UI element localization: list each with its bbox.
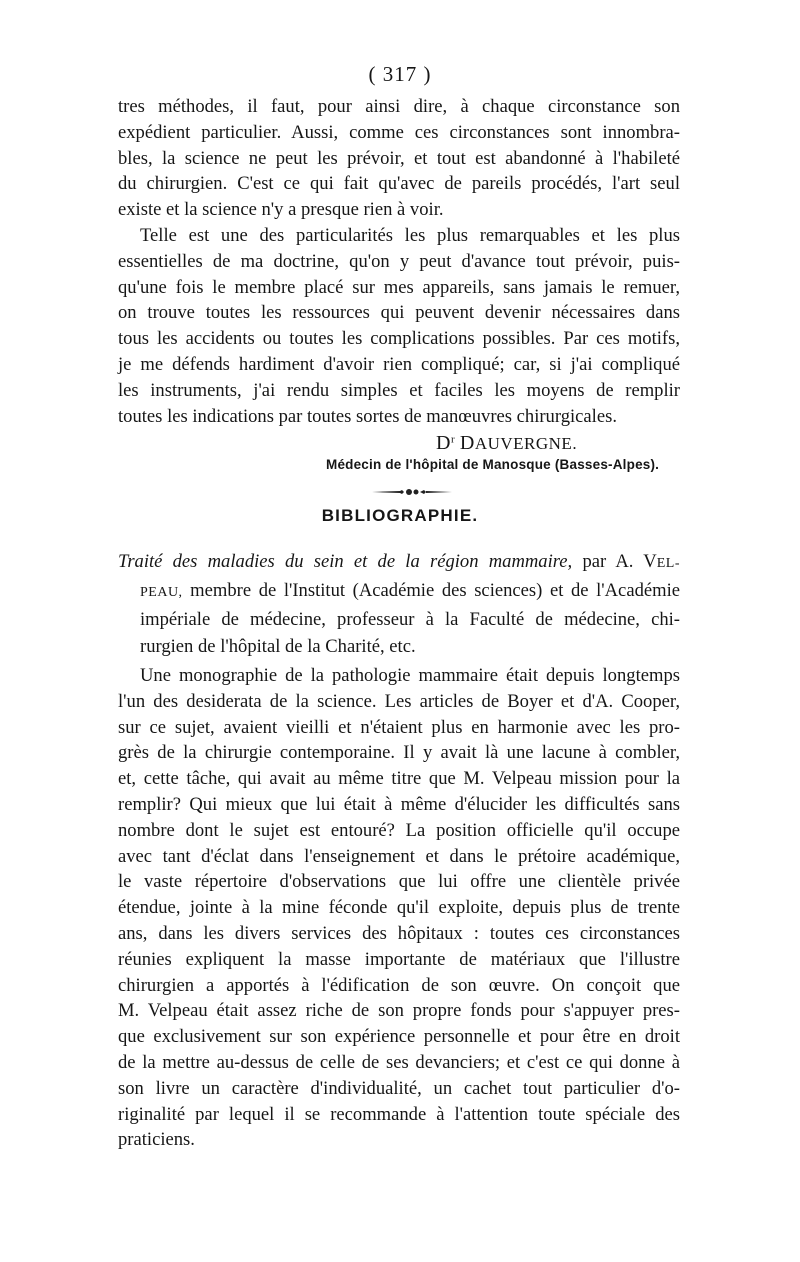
text-line: bles, la science ne peut les prévoir, et tout est abandonné à l'habileté [118,147,680,169]
text-line: Une monographie de la pathologie mammaire était depuis longtemps [140,665,680,686]
text-line: que exclusivement sur son expérience personnelle et pour être en droit [118,1026,680,1048]
book-author: par A. V [582,551,657,572]
text-line: avec tant d'éclat dans l'enseignement et dans le prétoire académique, [118,845,680,867]
paragraph-conclusion [118,94,680,223]
ornament-divider [372,487,452,497]
text-line: Telle est une des particularités les plus remarquables et les plus [140,225,680,246]
text-line: son livre un caractère d'individualité, un cachet tout particulier d'o- [118,1077,680,1099]
text-line: on trouve toutes les ressources qui peuvent devenir nécessaires dans [118,302,680,324]
text-line [118,548,680,577]
text-line: chirurgien a apportés à l'édification de son œuvre. On conçoit que [118,974,680,996]
text-line: le vaste répertoire d'observations que lui offre une clientèle privée [118,871,680,893]
text-line [118,577,680,606]
book-author-sc: EL- [656,556,680,571]
signature-initial: D [459,432,475,454]
text-line: ans, dans les divers services des hôpitaux : toutes ces circonstances [118,922,680,944]
text-line: étendue, jointe à la mine féconde qu'il exploite, depuis plus de trente [118,897,680,919]
text-line: impériale de médecine, professeur à la Faculté de médecine, chi- [140,609,680,630]
text-line: je me défends hardiment d'avoir rien compliqué; car, si j'ai compliqué [118,353,680,375]
author-signature [436,432,577,455]
paragraph-doctrine [118,223,680,429]
book-title: Traité des maladies du sein et de la région mammaire, [118,551,573,572]
text-line: essentielles de ma doctrine, qu'on y peut d'avance tout prévoir, puis- [118,250,680,272]
text-line: grès de la chirurgie contemporaine. Il y avait là une lacune à combler, [118,742,680,764]
author-affiliation: Médecin de l'hôpital de Manosque (Basses-Alpes). [326,457,660,472]
text-line: rurgien de l'hôpital de la Charité, etc. [140,636,416,657]
book-author-sc: PEAU, [140,585,183,600]
text-line: M. Velpeau était assez riche de son propre fonds pour s'appuyer pres- [118,1000,680,1022]
text-line: tous les accidents ou toutes les complications possibles. Par ces motifs, [118,328,680,350]
text-line: l'un des desiderata de la science. Les articles de Boyer et d'A. Cooper, [118,690,680,712]
text-line: de la mettre au-dessus de celle de ses devanciers; et c'est ce qui donne à [118,1051,680,1073]
text-line: remplir? Qui mieux que lui était à même d'élucider les difficultés sans [118,793,680,815]
page-number: ( 317 ) [368,62,432,86]
text-line: tres méthodes, il faut, pour ainsi dire, à chaque circonstance son [118,96,680,117]
text-line: expédient particulier. Aussi, comme ces circonstances sont innombra- [118,121,680,143]
bibliography-reference [118,548,680,660]
signature-prefix-sup: r [450,433,456,446]
text-line: praticiens. [118,1129,195,1151]
text-line: réunies expliquent la masse importante de matériaux que l'illustre [118,948,680,970]
text-line: nombre dont le sujet est entouré? La position officielle qu'il occupe [118,819,680,841]
text-line: sur ce sujet, avaient vieilli et n'étaient plus en harmonie avec les pro- [118,716,680,738]
signature-name: AUVERGNE. [474,434,578,453]
section-heading: BIBLIOGRAPHIE. [321,506,479,525]
text-line: et, cette tâche, qui avait au même titre que M. Velpeau mission pour la [118,768,680,790]
text-line: riginalité par lequel il se recommande à l'attention toute spéciale des [118,1103,680,1125]
text-line: toutes les indications par toutes sortes de manœuvres chirurgicales. [118,405,617,427]
author-credentials: membre de l'Institut (Académie des sciences) et de l'Académie [190,580,680,601]
paragraph-review [118,663,680,1153]
text-line: les instruments, j'ai rendu simples et faciles les moyens de remplir [118,379,680,401]
text-line: existe et la science n'y a presque rien à voir. [118,199,444,221]
text-line: qu'une fois le membre placé sur mes appareils, sans jamais le remuer, [118,276,680,298]
signature-prefix-initial: D [436,432,451,454]
text-line: du chirurgien. C'est ce qui fait qu'avec de pareils procédés, l'art seul [118,173,680,195]
